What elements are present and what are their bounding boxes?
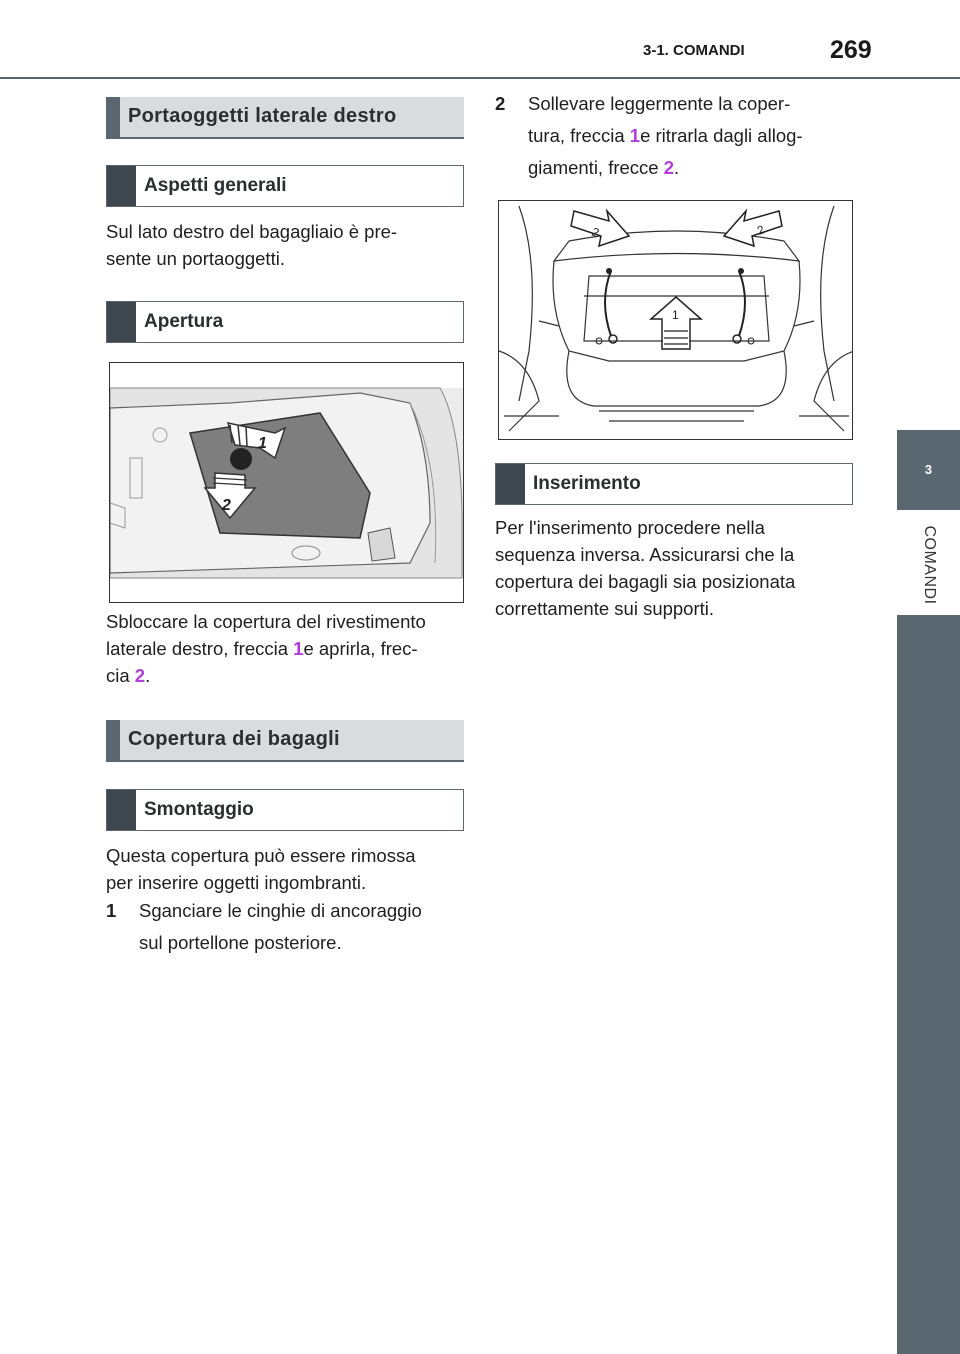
paragraph-line: Sbloccare la copertura del rivestimento	[106, 611, 426, 632]
chapter-bar	[897, 615, 960, 1354]
chapter-tab: 3	[897, 430, 960, 510]
luggage-cover-illustration	[499, 201, 853, 440]
fig1-label-1: 1	[258, 435, 267, 452]
paragraph-line: correttamente sui supporti.	[495, 598, 715, 619]
subheading-apertura	[106, 301, 464, 343]
paragraph-line: copertura dei bagagli sia posizionata	[495, 571, 796, 592]
subheading-apertura-text: Apertura	[144, 311, 224, 332]
fig2-label-2a: 2	[589, 224, 602, 241]
arrow-ref-1: 1	[293, 638, 304, 659]
chapter-label	[897, 515, 960, 615]
side-compartment-illustration	[110, 363, 464, 603]
text-run: .	[674, 157, 680, 178]
paragraph-inserimento	[495, 514, 855, 622]
fig2-label-1: 1	[672, 308, 679, 322]
paragraph-line	[106, 662, 476, 689]
paragraph-line: Questa copertura può essere rimossa	[106, 845, 416, 866]
subheading-aspetti-text: Aspetti generali	[144, 175, 287, 196]
text-run: laterale destro, freccia	[106, 638, 294, 659]
fig2-label-2b: 2	[755, 222, 767, 238]
header-divider	[0, 77, 960, 79]
arrow-ref-2: 2	[134, 665, 146, 686]
step-number: 1	[106, 900, 117, 921]
arrow-ref-2: 2	[663, 157, 675, 178]
paragraph-line: Sul lato destro del bagagliaio è pre-	[106, 221, 398, 242]
step-number: 2	[495, 93, 506, 114]
paragraph-line: per inserire oggetti ingombranti.	[106, 872, 367, 893]
text-run: .	[145, 665, 151, 686]
text-run: e aprirla, frec-	[303, 638, 418, 659]
figure-luggage-cover	[498, 200, 853, 440]
paragraph-line: Per l'inserimento procedere nella	[495, 517, 765, 538]
paragraph-line: sente un portaoggetti.	[106, 248, 285, 269]
subheading-aspetti	[106, 165, 464, 207]
paragraph-aspetti	[106, 218, 466, 272]
heading-copertura	[106, 720, 464, 762]
step-2	[495, 88, 855, 184]
text-run: e ritrarla dagli allog-	[640, 125, 803, 146]
fig1-label-2: 2	[222, 497, 231, 514]
arrow-ref-1: 1	[629, 125, 641, 146]
paragraph-line	[106, 635, 476, 662]
step-text	[528, 152, 679, 184]
page-number: 269	[830, 36, 872, 64]
step-text: Sollevare leggermente la coper-	[528, 93, 791, 114]
text-run: giamenti, frecce	[528, 157, 664, 178]
text-run: cia	[106, 665, 135, 686]
paragraph-smontaggio	[106, 842, 466, 896]
subheading-smontaggio-text: Smontaggio	[144, 799, 254, 820]
subheading-smontaggio	[106, 789, 464, 831]
paragraph-line: sequenza inversa. Assicurarsi che la	[495, 544, 795, 565]
section-title: 3-1. COMANDI	[643, 42, 745, 59]
chapter-label-text: COMANDI	[920, 525, 938, 605]
step-text: Sganciare le cinghie di ancoraggio	[139, 900, 422, 921]
heading-portaoggetti-text: Portaoggetti laterale destro	[128, 105, 397, 127]
heading-copertura-text: Copertura dei bagagli	[128, 728, 340, 750]
step-text	[528, 120, 803, 152]
step-1	[106, 895, 466, 959]
paragraph-apertura	[106, 608, 476, 689]
heading-portaoggetti	[106, 97, 464, 139]
text-run: tura, freccia	[528, 125, 630, 146]
step-text: sul portellone posteriore.	[139, 932, 342, 953]
subheading-inserimento-text: Inserimento	[533, 473, 641, 494]
figure-side-compartment	[109, 362, 464, 603]
subheading-inserimento	[495, 463, 853, 505]
